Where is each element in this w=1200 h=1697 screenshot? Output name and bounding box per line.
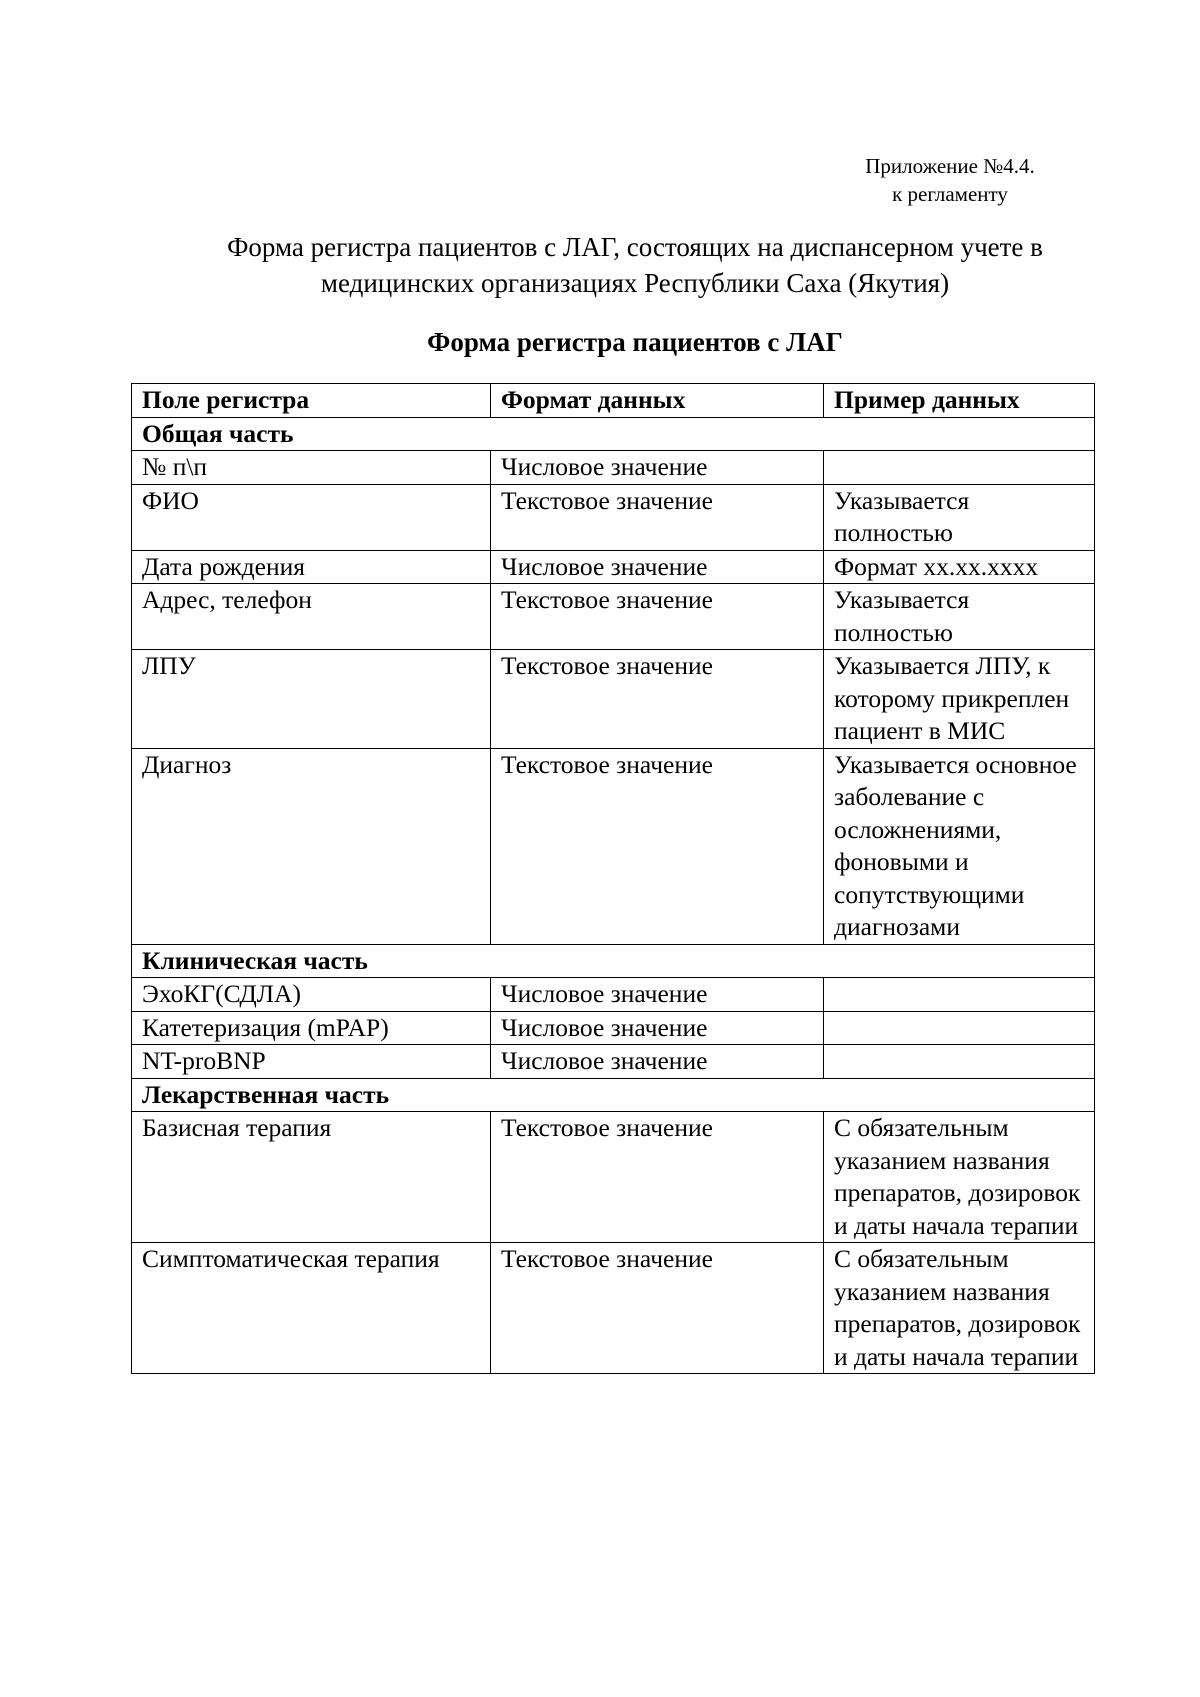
header-example: Пример данных [824, 384, 1095, 418]
cell-format: Числовое значение [491, 550, 824, 584]
cell-field: Диагноз [132, 748, 491, 944]
table-row [132, 451, 1095, 485]
table-row [132, 550, 1095, 584]
cell-format: Текстовое значение [491, 748, 824, 944]
appendix-line-1: Приложение №4.4. [865, 154, 1035, 178]
cell-format: Числовое значение [491, 451, 824, 485]
header-format: Формат данных [491, 384, 824, 418]
cell-example [824, 1011, 1095, 1045]
cell-example [824, 1045, 1095, 1079]
cell-example: С обязательным указанием названия препаратов, дозировок и даты начала терапии [824, 1243, 1095, 1374]
cell-field: № п\п [132, 451, 491, 485]
cell-field: NT-proBNP [132, 1045, 491, 1079]
cell-example: Указывается полностью [824, 484, 1095, 550]
cell-field: ЛПУ [132, 650, 491, 749]
section-clinical: Клиническая часть [132, 944, 1095, 978]
table-row [132, 1243, 1095, 1374]
table-row [132, 1112, 1095, 1243]
table-row [132, 484, 1095, 550]
table-header-row [132, 384, 1095, 418]
cell-format: Текстовое значение [491, 584, 824, 650]
table-row [132, 1045, 1095, 1079]
cell-field: Базисная терапия [132, 1112, 491, 1243]
section-row-drug [132, 1078, 1095, 1112]
cell-format: Числовое значение [491, 1011, 824, 1045]
registry-table [131, 383, 1095, 1374]
cell-format: Числовое значение [491, 978, 824, 1012]
table-row [132, 650, 1095, 749]
cell-example: Указывается полностью [824, 584, 1095, 650]
document-title [120, 229, 1150, 301]
section-general: Общая часть [132, 417, 1095, 451]
cell-format: Текстовое значение [491, 484, 824, 550]
cell-example: Указывается основное заболевание с осложнениями, фоновыми и сопутствующими диагнозами [824, 748, 1095, 944]
appendix-label [800, 152, 1100, 208]
cell-example: Указывается ЛПУ, к которому прикреплен пациент в МИС [824, 650, 1095, 749]
section-row-clinical [132, 944, 1095, 978]
appendix-line-2: к регламенту [892, 182, 1008, 206]
cell-field: ФИО [132, 484, 491, 550]
cell-field: Катетеризация (mPAP) [132, 1011, 491, 1045]
cell-format: Числовое значение [491, 1045, 824, 1079]
cell-field: Адрес, телефон [132, 584, 491, 650]
document-title-line-2: медицинских организациях Республики Саха (Якутия) [320, 268, 950, 298]
cell-field: Симптоматическая терапия [132, 1243, 491, 1374]
cell-example: Формат xx.xx.xxxx [824, 550, 1095, 584]
section-drug: Лекарственная часть [132, 1078, 1095, 1112]
cell-format: Текстовое значение [491, 1112, 824, 1243]
cell-example [824, 978, 1095, 1012]
form-title: Форма регистра пациентов с ЛАГ [427, 327, 843, 357]
table-row [132, 978, 1095, 1012]
cell-field: Дата рождения [132, 550, 491, 584]
cell-field: ЭхоКГ(СДЛА) [132, 978, 491, 1012]
cell-example [824, 451, 1095, 485]
table-row [132, 1011, 1095, 1045]
cell-format: Текстовое значение [491, 1243, 824, 1374]
table-row [132, 748, 1095, 944]
table-row [132, 584, 1095, 650]
header-field: Поле регистра [132, 384, 491, 418]
cell-format: Текстовое значение [491, 650, 824, 749]
section-row-general [132, 417, 1095, 451]
cell-example: С обязательным указанием названия препаратов, дозировок и даты начала терапии [824, 1112, 1095, 1243]
document-title-line-1: Форма регистра пациентов с ЛАГ, состоящих на диспансерном учете в [227, 232, 1043, 262]
